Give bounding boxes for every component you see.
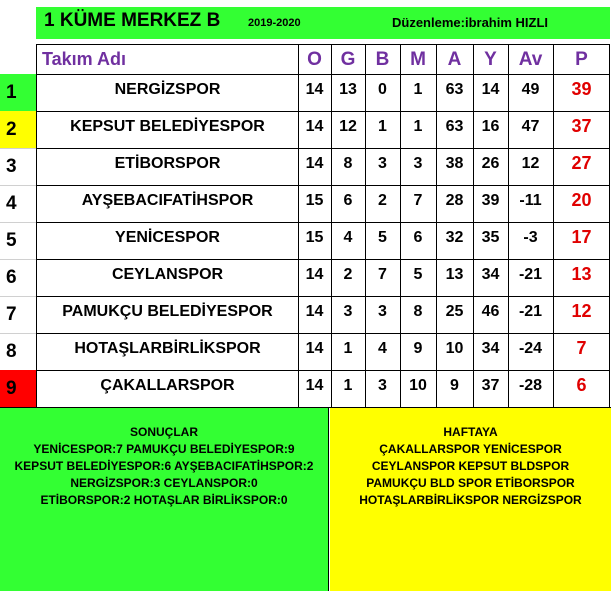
- stat-m: 10: [409, 377, 427, 394]
- stat-b: 2: [378, 192, 387, 209]
- stat-o: 14: [305, 81, 324, 98]
- stat-g: 1: [343, 377, 353, 394]
- stat-p: 6: [576, 375, 587, 395]
- stat-a: 13: [445, 266, 464, 283]
- stat-b: 4: [378, 340, 387, 357]
- stat-b: 3: [378, 377, 387, 394]
- stat-av: -21: [518, 303, 543, 320]
- grid-line: [36, 44, 610, 45]
- team-name: CEYLANSPOR: [111, 266, 224, 283]
- stat-m: 3: [413, 155, 423, 172]
- results-panel: [0, 407, 329, 591]
- stat-o: 14: [305, 118, 324, 135]
- rank-number: 6: [6, 267, 17, 288]
- league-title: 1 KÜME MERKEZ B: [44, 10, 221, 31]
- stat-m: 1: [413, 81, 423, 98]
- stat-av: -24: [518, 340, 543, 357]
- stat-p: 17: [571, 227, 592, 247]
- stat-y: 46: [481, 303, 500, 320]
- team-name: AYŞEBACIFATİHSPOR: [81, 192, 254, 209]
- stat-o: 14: [305, 303, 324, 320]
- stat-m: 8: [413, 303, 423, 320]
- rank-number: 4: [6, 193, 17, 214]
- column-header-av: Av: [518, 49, 543, 70]
- stat-y: 26: [481, 155, 500, 172]
- team-name: ETİBORSPOR: [114, 155, 221, 172]
- stat-a: 63: [445, 81, 464, 98]
- result-line: ETİBORSPOR:2 HOTAŞLAR BİRLİKSPOR:0: [40, 493, 288, 507]
- stat-b: 0: [378, 81, 387, 98]
- fixture-line: ÇAKALLARSPOR YENİCESPOR: [379, 442, 562, 456]
- stat-y: 35: [481, 229, 500, 246]
- stat-a: 10: [445, 340, 464, 357]
- rank-number: 1: [6, 82, 17, 103]
- fixture-line: HOTAŞLARBİRLİKSPOR NERGİZSPOR: [359, 493, 582, 507]
- stat-p: 12: [571, 301, 592, 321]
- stat-g: 4: [343, 229, 353, 246]
- stat-o: 15: [305, 229, 324, 246]
- stat-av: -21: [518, 266, 543, 283]
- fixture-line: PAMUKÇU BLD SPOR ETİBORSPOR: [366, 476, 575, 490]
- stat-g: 1: [343, 340, 353, 357]
- author-credit: Düzenleme:ibrahim HIZLI: [392, 15, 549, 30]
- stat-g: 8: [343, 155, 353, 172]
- stat-a: 28: [445, 192, 464, 209]
- stat-g: 2: [343, 266, 353, 283]
- next-week-panel: [330, 407, 611, 591]
- rank-number: 7: [6, 304, 17, 325]
- team-name: ÇAKALLARSPOR: [100, 377, 235, 394]
- stat-p: 20: [571, 190, 592, 210]
- column-header-y: Y: [484, 49, 497, 70]
- team-name: NERGİZSPOR: [114, 81, 221, 98]
- next-week-title: HAFTAYA: [443, 425, 498, 439]
- rank-number: 8: [6, 341, 17, 362]
- results-title: SONUÇLAR: [130, 425, 198, 439]
- stat-p: 39: [571, 79, 592, 99]
- stat-av: 12: [521, 155, 540, 172]
- stat-a: 9: [450, 377, 459, 394]
- rank-number: 5: [6, 230, 17, 251]
- stat-o: 15: [305, 192, 324, 209]
- column-header-row: [36, 44, 610, 73]
- stat-p: 27: [571, 153, 592, 173]
- stat-o: 14: [305, 266, 324, 283]
- stat-g: 3: [343, 303, 353, 320]
- result-line: KEPSUT BELEDİYESPOR:6 AYŞEBACIFATİHSPOR:2: [14, 459, 314, 473]
- stat-b: 3: [378, 155, 387, 172]
- stat-av: -3: [523, 229, 538, 246]
- stat-a: 32: [445, 229, 464, 246]
- column-header-team: Takım Adı: [42, 49, 127, 69]
- stat-y: 39: [481, 192, 500, 209]
- rank-number: 2: [6, 119, 17, 140]
- column-header-p: P: [575, 49, 588, 70]
- stat-y: 37: [481, 377, 500, 394]
- stat-av: 47: [521, 118, 540, 135]
- stat-o: 14: [305, 340, 324, 357]
- stat-p: 7: [576, 338, 587, 358]
- rank-number: 9: [6, 378, 17, 399]
- team-name: YENİCESPOR: [115, 229, 220, 246]
- stat-o: 14: [305, 155, 324, 172]
- stat-y: 16: [481, 118, 500, 135]
- stat-g: 6: [343, 192, 353, 209]
- column-header-m: M: [410, 49, 426, 70]
- fixture-line: CEYLANSPOR KEPSUT BLDSPOR: [371, 459, 570, 473]
- stat-b: 7: [378, 266, 387, 283]
- result-line: NERGİZSPOR:3 CEYLANSPOR:0: [70, 476, 258, 490]
- column-header-o: O: [307, 49, 322, 70]
- column-header-a: A: [447, 49, 462, 70]
- stat-g: 13: [339, 81, 357, 98]
- team-name: PAMUKÇU BELEDİYESPOR: [62, 303, 273, 320]
- stat-b: 1: [378, 118, 387, 135]
- stat-m: 7: [413, 192, 423, 209]
- stat-b: 5: [378, 229, 387, 246]
- team-name: KEPSUT BELEDİYESPOR: [70, 118, 265, 135]
- stat-g: 12: [339, 118, 357, 135]
- stat-m: 1: [413, 118, 423, 135]
- stat-m: 6: [413, 229, 423, 246]
- column-header-b: B: [375, 49, 390, 70]
- column-header-g: G: [340, 49, 356, 70]
- stat-y: 34: [481, 340, 500, 357]
- season-label: 2019-2020: [248, 17, 301, 29]
- rank-number: 3: [6, 156, 17, 177]
- stat-a: 38: [445, 155, 464, 172]
- stat-m: 5: [413, 266, 423, 283]
- stat-b: 3: [378, 303, 387, 320]
- stat-av: -28: [518, 377, 543, 394]
- team-name: HOTAŞLARBİRLİKSPOR: [74, 340, 261, 357]
- stat-m: 9: [413, 340, 423, 357]
- stat-o: 14: [305, 377, 324, 394]
- stat-a: 25: [445, 303, 464, 320]
- stat-av: -11: [519, 192, 542, 209]
- stat-a: 63: [445, 118, 464, 135]
- stat-y: 14: [481, 81, 500, 98]
- stat-p: 37: [571, 116, 592, 136]
- stat-p: 13: [571, 264, 592, 284]
- stat-av: 49: [521, 81, 540, 98]
- stat-y: 34: [481, 266, 500, 283]
- result-line: YENİCESPOR:7 PAMUKÇU BELEDİYESPOR:9: [33, 442, 295, 456]
